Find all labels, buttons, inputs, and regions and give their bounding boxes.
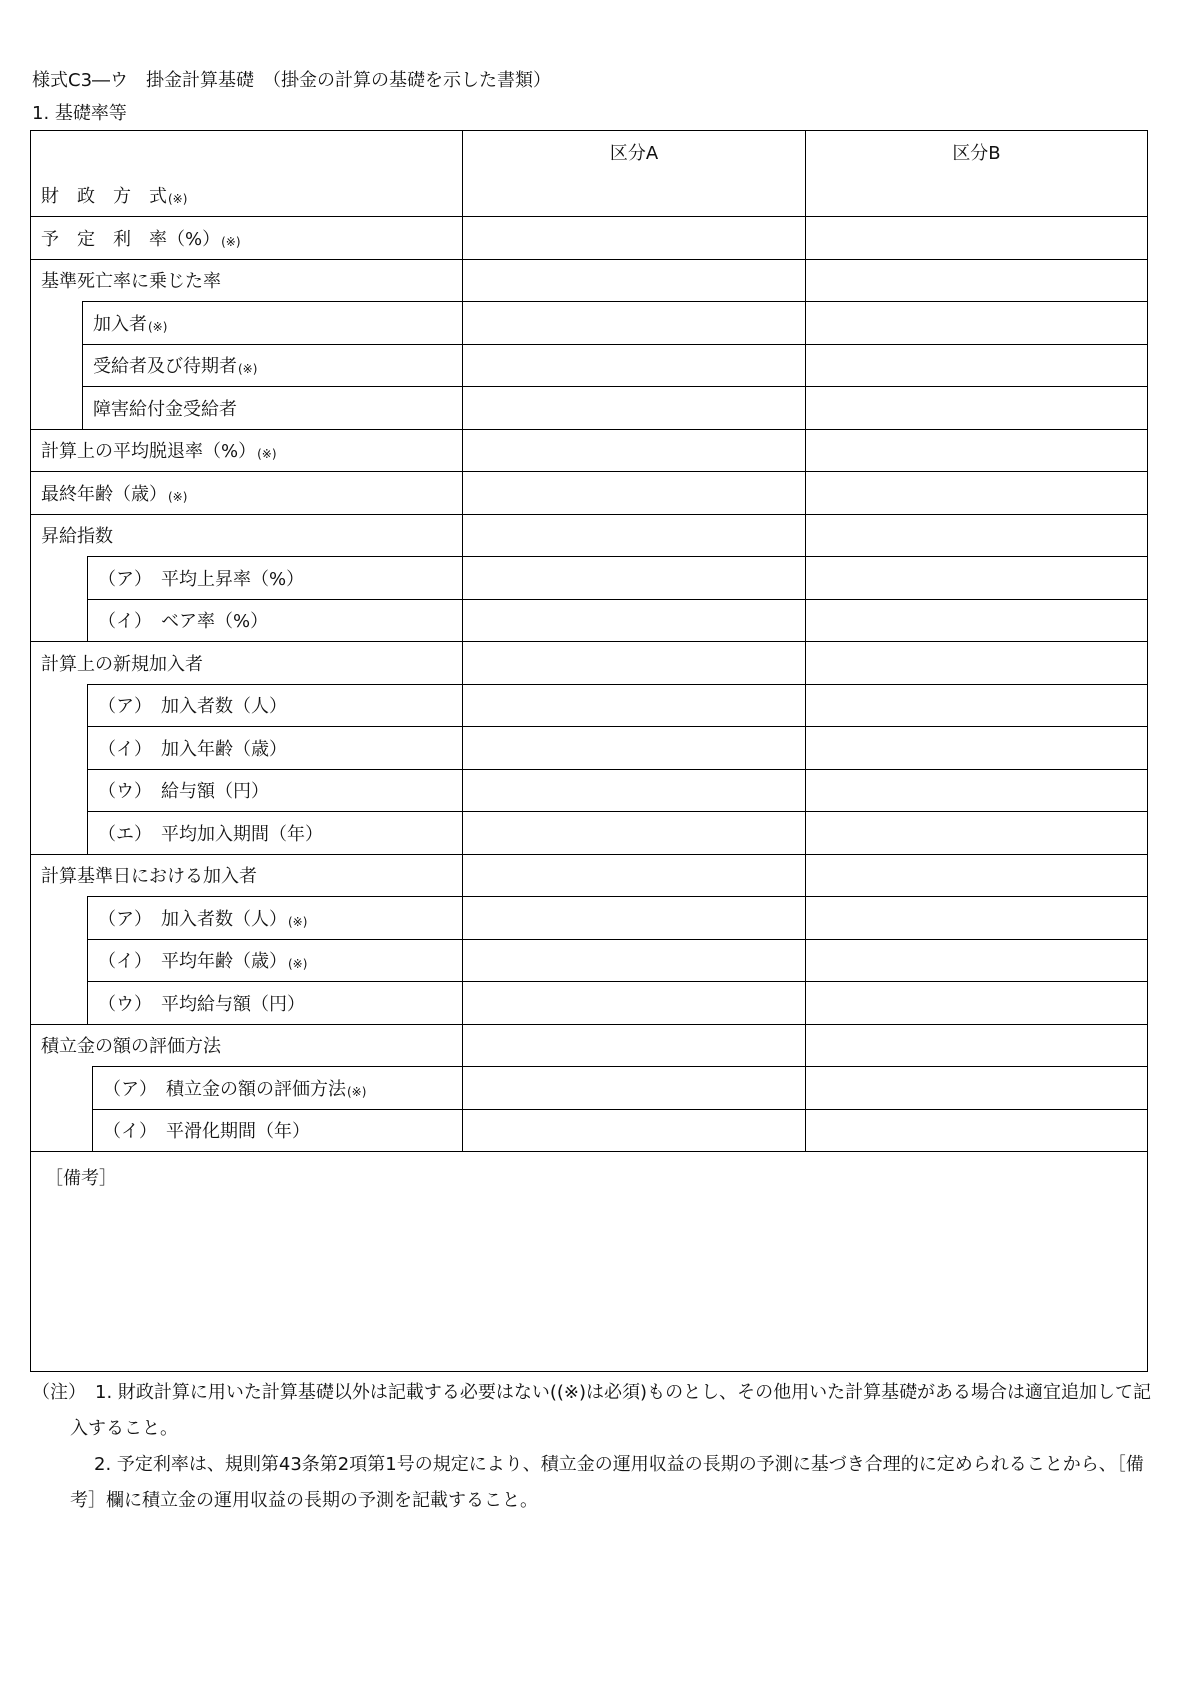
table-row — [31, 1024, 1147, 1067]
value-cell-division-a[interactable] — [462, 259, 805, 302]
required-mark: (※) — [148, 319, 168, 334]
value-cell-division-a[interactable] — [462, 1109, 805, 1152]
required-mark: (※) — [238, 362, 258, 377]
sub-item-cell — [87, 599, 462, 642]
row-label — [103, 1067, 366, 1109]
value-cell-division-b[interactable] — [805, 981, 1147, 1024]
table-row — [31, 471, 1147, 514]
row-label-text: （イ） 加入年齢（歳） — [98, 738, 287, 760]
row-label — [41, 217, 241, 259]
row-label-cell — [31, 854, 462, 897]
row-label-cell — [31, 769, 462, 812]
value-cell-division-b[interactable] — [805, 556, 1147, 599]
value-cell-division-a[interactable] — [462, 301, 805, 344]
sub-item-cell — [92, 1109, 462, 1152]
value-cell-division-a[interactable] — [462, 429, 805, 472]
table-row — [31, 939, 1147, 982]
required-mark: (※) — [257, 447, 277, 462]
table-header-row — [31, 131, 1147, 174]
remarks-box[interactable] — [31, 1151, 1147, 1371]
value-cell-division-a[interactable] — [462, 556, 805, 599]
row-label-text: （イ） ベア率（%） — [98, 611, 269, 633]
sub-item-cell — [92, 1066, 462, 1109]
required-mark: (※) — [168, 191, 188, 206]
value-cell-division-b[interactable] — [805, 854, 1147, 897]
value-cell-division-b[interactable] — [805, 896, 1147, 939]
table-row — [31, 896, 1147, 939]
row-label-text: 予 定 利 率（%） — [41, 228, 221, 250]
value-cell-division-b[interactable] — [805, 684, 1147, 727]
value-cell-division-a[interactable] — [462, 1066, 805, 1109]
row-label-text: （ア） 積立金の額の評価方法 — [103, 1078, 346, 1100]
row-label-cell — [31, 641, 462, 684]
value-cell-division-a[interactable] — [462, 344, 805, 387]
value-cell-division-a[interactable] — [462, 939, 805, 982]
value-cell-division-a[interactable] — [462, 896, 805, 939]
value-cell-division-a[interactable] — [462, 1024, 805, 1067]
value-cell-division-b[interactable] — [805, 386, 1147, 429]
row-label-cell — [31, 811, 462, 854]
row-label-cell — [31, 939, 462, 982]
value-cell-division-b[interactable] — [805, 471, 1147, 514]
table-row — [31, 1066, 1147, 1109]
value-cell-division-a[interactable] — [462, 174, 805, 217]
sub-item-cell — [82, 301, 462, 344]
value-cell-division-b[interactable] — [805, 514, 1147, 557]
row-label-cell — [31, 684, 462, 727]
row-label-text: （ウ） 給与額（円） — [98, 781, 269, 803]
sub-item-cell — [87, 684, 462, 727]
row-label — [98, 600, 268, 642]
table-row — [31, 1109, 1147, 1152]
sub-item-cell — [87, 981, 462, 1024]
sub-item-cell — [82, 344, 462, 387]
row-label-cell — [31, 216, 462, 259]
footnote-1: （注） 1. 財政計算に用いた計算基礎以外は記載する必要はない((※)は必須)ものとし、その他用いた計算基礎がある場合は適宜追加して記入すること。 — [32, 1382, 1152, 1439]
row-label-cell — [31, 896, 462, 939]
row-label — [98, 685, 287, 727]
row-label-cell — [31, 174, 462, 217]
row-label-text: 受給者及び待期者 — [93, 356, 237, 378]
value-cell-division-b[interactable] — [805, 769, 1147, 812]
row-label — [93, 302, 167, 344]
sub-item-cell — [87, 811, 462, 854]
value-cell-division-b[interactable] — [805, 599, 1147, 642]
row-label-cell — [31, 981, 462, 1024]
value-cell-division-b[interactable] — [805, 1109, 1147, 1152]
value-cell-division-a[interactable] — [462, 386, 805, 429]
row-label — [93, 345, 257, 387]
row-label — [41, 855, 257, 897]
value-cell-division-a[interactable] — [462, 684, 805, 727]
value-cell-division-b[interactable] — [805, 726, 1147, 769]
value-cell-division-b[interactable] — [805, 939, 1147, 982]
table-row — [31, 259, 1147, 302]
table-row — [31, 429, 1147, 472]
row-label-cell — [31, 599, 462, 642]
footnote-2: 2. 予定利率は、規則第43条第2項第1号の規定により、積立金の運用収益の長期の予測に基づき合理的に定められることから、［備考］欄に積立金の運用収益の長期の予測を記載すること。 — [70, 1454, 1144, 1511]
row-label-text: （イ） 平均年齢（歳） — [98, 951, 287, 973]
row-label — [41, 472, 187, 514]
sub-item-cell — [82, 386, 462, 429]
row-label — [103, 1110, 310, 1152]
value-cell-division-b[interactable] — [805, 1066, 1147, 1109]
table-row — [31, 514, 1147, 557]
row-label — [41, 1025, 221, 1067]
row-label-text: 計算上の平均脱退率（%） — [41, 441, 257, 463]
required-mark: (※) — [347, 1084, 367, 1099]
row-label — [98, 812, 323, 854]
value-cell-division-a[interactable] — [462, 726, 805, 769]
row-label-text: 昇給指数 — [41, 526, 113, 548]
row-label-text: （ア） 加入者数（人） — [98, 908, 287, 930]
row-label-text: 基準死亡率に乗じた率 — [41, 271, 221, 293]
row-label-cell — [31, 301, 462, 344]
row-label — [41, 642, 203, 684]
row-label-cell — [31, 1066, 462, 1109]
row-label-text: （ウ） 平均給与額（円） — [98, 993, 305, 1015]
row-label-text: 計算基準日における加入者 — [41, 866, 257, 888]
row-label-cell — [31, 386, 462, 429]
footnotes — [32, 1375, 1152, 1519]
row-label-text: 計算上の新規加入者 — [41, 653, 203, 675]
value-cell-division-b[interactable] — [805, 216, 1147, 259]
row-label-text: 財 政 方 式 — [41, 185, 167, 207]
value-cell-division-a[interactable] — [462, 981, 805, 1024]
value-cell-division-b[interactable] — [805, 301, 1147, 344]
row-label-cell — [31, 1024, 462, 1067]
row-label-cell — [31, 1109, 462, 1152]
row-label-cell — [31, 726, 462, 769]
table-row — [31, 216, 1147, 259]
value-cell-division-a[interactable] — [462, 599, 805, 642]
table-row — [31, 174, 1147, 217]
header-division-a: 区分A — [462, 131, 805, 174]
table-row — [31, 726, 1147, 769]
header-division-b: 区分B — [805, 131, 1147, 174]
row-label — [93, 387, 237, 429]
value-cell-division-a[interactable] — [462, 471, 805, 514]
value-cell-division-b[interactable] — [805, 344, 1147, 387]
row-label-cell — [31, 429, 462, 472]
required-mark: (※) — [221, 234, 241, 249]
row-label-text: （イ） 平滑化期間（年） — [103, 1121, 310, 1143]
row-label — [98, 557, 304, 599]
sub-item-cell — [87, 726, 462, 769]
row-label-text: 障害給付金受給者 — [93, 398, 237, 420]
row-label — [98, 940, 307, 982]
row-label — [98, 982, 305, 1024]
table-row — [31, 344, 1147, 387]
table-row — [31, 811, 1147, 854]
value-cell-division-a[interactable] — [462, 769, 805, 812]
row-label-text: 最終年齢（歳） — [41, 483, 167, 505]
row-label — [41, 515, 113, 557]
value-cell-division-a[interactable] — [462, 641, 805, 684]
sub-item-cell — [87, 769, 462, 812]
form-title: 様式C3―ウ 掛金計算基礎 （掛金の計算の基礎を示した書類） — [32, 70, 552, 91]
row-label-cell — [31, 556, 462, 599]
value-cell-division-a[interactable] — [462, 854, 805, 897]
table-row — [31, 854, 1147, 897]
basis-rates-table — [30, 130, 1148, 1372]
required-mark: (※) — [288, 914, 308, 929]
row-label — [41, 260, 221, 302]
required-mark: (※) — [168, 489, 188, 504]
sub-item-cell — [87, 896, 462, 939]
row-label-text: （エ） 平均加入期間（年） — [98, 823, 323, 845]
value-cell-division-a[interactable] — [462, 811, 805, 854]
value-cell-division-b[interactable] — [805, 811, 1147, 854]
remarks-label: ［備考］ — [45, 1168, 117, 1189]
section-heading: 1. 基礎率等 — [32, 103, 127, 124]
table-row — [31, 386, 1147, 429]
row-label — [98, 770, 269, 812]
row-label-cell — [31, 471, 462, 514]
table-row — [31, 556, 1147, 599]
row-label — [41, 430, 277, 472]
row-label-text: 加入者 — [93, 313, 147, 335]
table-row — [31, 599, 1147, 642]
table-row — [31, 769, 1147, 812]
sub-item-cell — [87, 556, 462, 599]
value-cell-division-b[interactable] — [805, 641, 1147, 684]
row-label-text: （ア） 加入者数（人） — [98, 696, 287, 718]
value-cell-division-b[interactable] — [805, 429, 1147, 472]
sub-item-cell — [87, 939, 462, 982]
value-cell-division-a[interactable] — [462, 514, 805, 557]
row-label — [41, 174, 187, 217]
table-row — [31, 641, 1147, 684]
header-blank-cell — [31, 131, 462, 174]
row-label-cell — [31, 514, 462, 557]
row-label-text: （ア） 平均上昇率（%） — [98, 568, 305, 590]
row-label — [98, 727, 287, 769]
value-cell-division-a[interactable] — [462, 216, 805, 259]
row-label-cell — [31, 259, 462, 302]
table-row — [31, 684, 1147, 727]
value-cell-division-b[interactable] — [805, 259, 1147, 302]
required-mark: (※) — [288, 957, 308, 972]
value-cell-division-b[interactable] — [805, 174, 1147, 217]
row-label-cell — [31, 344, 462, 387]
value-cell-division-b[interactable] — [805, 1024, 1147, 1067]
table-row — [31, 301, 1147, 344]
row-label — [98, 897, 307, 939]
table-row — [31, 981, 1147, 1024]
row-label-text: 積立金の額の評価方法 — [41, 1036, 221, 1058]
